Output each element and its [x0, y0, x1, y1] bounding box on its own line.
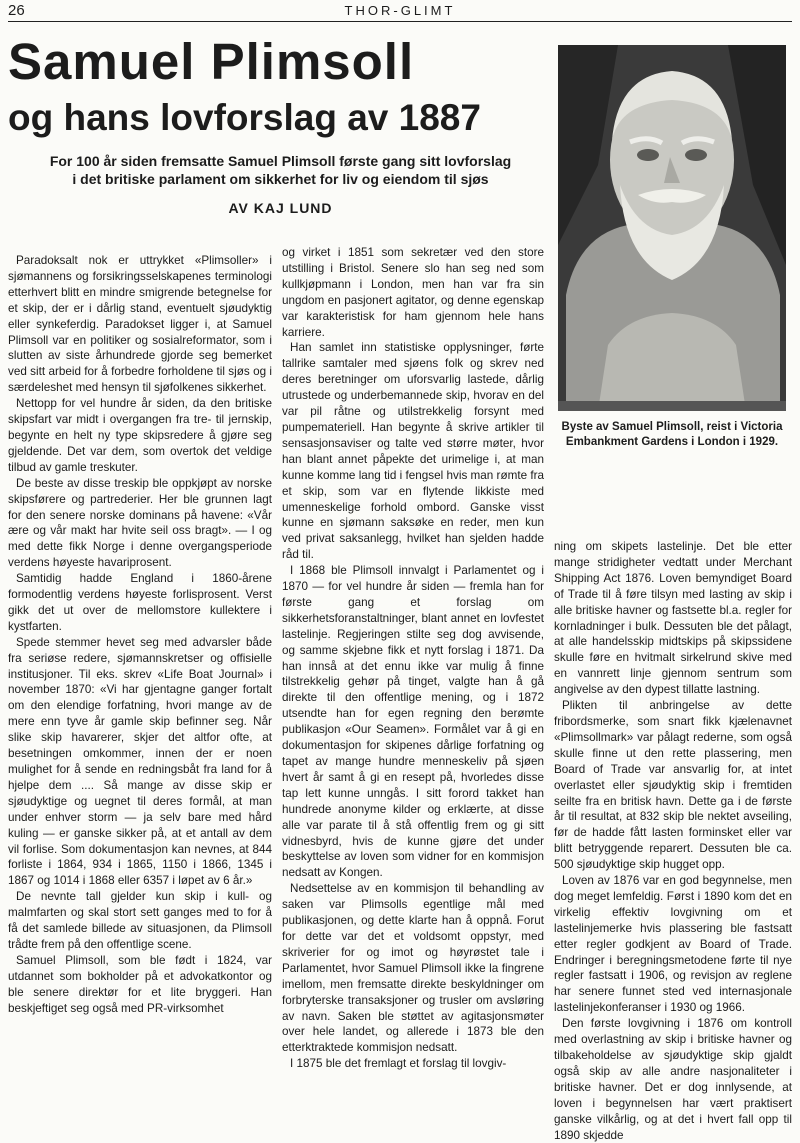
paragraph: De beste av disse treskip ble oppkjøpt av norske skipsførere og partrederier. Her ble grunnen lagt for den senere norske dominans på havene: «Vår ære og vår makt har hvite seil oss bragt». — I og med dette fikk Norge i denne overgangsperiode verdens høyeste havariprosent.: [8, 476, 272, 570]
paragraph: Loven av 1876 var en god begynnelse, men dog meget lemfeldig. Først i 1890 kom det en virkelig effektiv lovgivning om et lastelinjemerke hvis plassering ble fastsatt etter regler godkjent av Board of Trade. Endringer i beregningsmetodene førte til nye regler fastsatt i 1906, og revisjon av reglene har senere funnet sted ved internasjonale lastelinjekonferanser i 1930 og 1966.: [554, 874, 792, 1015]
paragraph: ning om skipets lastelinje. Det ble etter mange stridigheter vedtatt under Merchant Shipping Act 1876. Loven bemyndiget Board of Trade til å føre tilsyn med lasting av skip i alle britiske havner og fastsette bl.a. regler for kornladninger i bulk. Dessuten ble det pålagt, at alle handelsskip midtskips på skipssidene skulle føre en hvitmalt sirkelrund skive med en vannrett linje gjennom sentrum som angivelse av den dypest tillatte lastning.: [554, 540, 792, 697]
article-lead: [8, 152, 553, 188]
paragraph: Nettopp for vel hundre år siden, da den britiske skipsfart var midt i overgangen fra tre- til jernskip, begynte en helt ny type skipsredere å gjøre seg gjeldende. Det var dem, som overtok det veldige tilbud av gamle treskuter.: [8, 397, 272, 474]
lead-line: For 100 år siden fremsatte Samuel Plimsoll første gang sitt lovforslag: [49, 153, 512, 169]
paragraph: Spede stemmer hevet seg med advarsler både fra seriøse redere, sjømannskretser og offisielle institusjoner. Til eks. skrev «Life Boat Journal» i november 1870: «Vi har gjentagne ganger fortalt om den elendige forfatning, hvori mange av de mere enn tyve år gamle skip befinner seg. Når slike skip havarerer, skjer det altfor ofte, at besetningen omkommer, innen der er noen mulighet for å sende en redningsbåt fra land for å hjelpe dem .... Så mange av disse skip er sjøudyktige og uegnet til deres formål, at man under enhver storm — ja selv bare med hård kuling — er ganske sikker på, at et antall av dem vil forlise. Som dokumentasjon kan nevnes, at 844 forliste i 1864, 934 i 1865, 1150 i 1866, 1345 i 1867 og 1014 i 1868 eller 6357 i løpet av 6 år.»: [8, 635, 272, 888]
paragraph: Den første lovgivning i 1876 om kontroll med overlastning av skip i britiske havner og tilbakeholdelse av sjøudyktige skip gjaldt også skip av alle andre nasjonaliteter i britiske havner. Det er dog innlysende, at loven i begynnelsen har vært praktisert ganske vilkårlig, og at det i hvert fall opp til 1890 skjedde: [554, 1017, 792, 1142]
text-column-2: [282, 245, 544, 1128]
byline: AV KAJ LUND: [228, 200, 333, 216]
photo-caption: Byste av Samuel Plimsoll, reist i Victoria Embankment Gardens i London i 1929.: [561, 421, 783, 448]
paragraph: Plikten til anbringelse av dette fribordsmerke, som snart fikk kjælenavnet «Plimsollmark» var pålagt rederne, som også skulle finne ut den rette plassering, men Board of Trade var ansvarlig for, at intet overlastet eller sjøudyktig skip i fremtiden seilte fra en britisk havn. Dette ga i de første år til resultat, at 832 skip ble nektet avseiling, før de hadde fått lasten forminsket eller var blitt betryggende reparert. Dessuten ble ca. 500 sjøudyktige skip hugget opp.: [554, 699, 792, 872]
paragraph: De nevnte tall gjelder kun skip i kull- og malmfarten og skal stort sett ganges med to for å få det samlede billede av situasjonen, da Plimsoll trådte frem på den offentlige scene.: [8, 890, 272, 951]
paragraph: Samtidig hadde England i 1860-årene formodentlig verdens høyeste forlisprosent. Verst gikk det ut over de mellomstore kullektere i kystfarten.: [8, 572, 272, 633]
paragraph: Samuel Plimsoll, som ble født i 1824, var utdannet som bokholder på et advokatkontor og ble senere direktør for et lite bryggeri. Han beskjeftiget seg også med PR-virksomhet: [8, 953, 272, 1015]
running-title: THOR-GLIMT: [344, 3, 456, 18]
page-number: 26: [8, 2, 25, 19]
paragraph: I 1868 ble Plimsoll innvalgt i Parlamentet og i 1870 — for vel hundre år siden — fremla han for første gang et forslag om sikkerhetsforanstaltninger, blant annet en lovfestet lastelinje. Regjeringen stilte seg dog avvisende, og samme skjebne fikk et nytt forslag i 1871. Da han innså at det ennu ikke var mulig å finne tilstrekkelig gehør på tinget, valgte han å gå direkte til den offentlige mening, og i 1872 utsendte han for egen regning den berømte publikasjon «Our Seamen». Formålet var å gi en dokumentasjon for skipenes dårlige forfatning og tapet av mange hundre menneskeliv på sjøen hvert år samt å gi en resept på, hvorledes disse tap lett kunne unngås. I sitt forord takket han hundrede anonyme kilder og erklærte, at disse alle var parate til å stå offentlig frem og gi sitt vidnesbyrd, hvis de kunne gjøre det under beskyttelse av loven som vidner for en kommisjon nedsatt av Kongen.: [282, 564, 544, 880]
text-column-3: [554, 539, 792, 1142]
article-subtitle: og hans lovforslag av 1887: [8, 97, 481, 138]
header-rule: [8, 21, 792, 22]
bust-photo: [558, 45, 786, 411]
paragraph: Han samlet inn statistiske opplysninger, førte tallrike samtaler med sjøens folk og skrev ned deres beretninger om uforsvarlig lastede, dårlig utrustede og underbemannede skip, hvorav en del var pil råtne og utilstrekkelig forsynt med pumpemateriell. Han begynte å skrive artikler til sensasjonsaviser og talte ved større møter, hvor han blant annet påpekte det urimelige i, at man kunne komme lang tid i fengsel hvis man rømte fra et skip, som var en flytende likkiste med umenneskelige forhold ombord. Ganske visst kunne en sjømann saksøke en reder, men kun ved privat saksanlegg, hvilket han sjelden hadde råd til.: [282, 341, 544, 562]
paragraph: Nedsettelse av en kommisjon til behandling av saken var Plimsolls egentlige mål med publikasjonen, og dette klarte han å oppnå. Forut for dette var det et voldsomt oppstyr, med skriverier for og imot og høyrøstet tale i Parlamentet, hvor Samuel Plimsoll ikke la fingrene imellom, men fremsatte direkte beskyldninger om forbryterske transaksjoner og trusler om avsløring av navn. Saken ble støttet av agitasjonsmøter over hele landet, og allerede i 1873 ble den etterktraktede kommisjon nedsatt.: [282, 882, 544, 1055]
lead-line: i det britiske parlament om sikkerhet for liv og eiendom til sjøs: [72, 171, 489, 187]
text-column-1: [8, 253, 272, 1128]
paragraph: Paradoksalt nok er uttrykket «Plimsoller» i sjømannens og forsikringsselskapenes terminologi etterhvert blitt en mindre smigrende betegnelse for et skip, der er i dårlig stand, eventuelt sjøudyktig eller synkeferdig. Paradokset ligger i, at Samuel Plimsoll var en politiker og sosialreformator, som i slutten av siste århundrede gjorde seg bemerket ved sitt arbeid for å forbedre forholdene til sjøs og i særdeleshet med hensyn til sjøfolkenes sikkerhet.: [8, 254, 272, 395]
paragraph: og virket i 1851 som sekretær ved den store utstilling i Bristol. Senere slo han seg ned som kullkjøpmann i London, men han var fra sin ungdom en pasjonert agitator, og denne egenskap var karakteristisk for ham gjennom hele hans karriere.: [282, 246, 544, 339]
paragraph: I 1875 ble det fremlagt et forslag til lovgiv-: [290, 1057, 507, 1071]
page-header: [8, 0, 792, 22]
article-title: Samuel Plimsoll: [8, 33, 415, 90]
